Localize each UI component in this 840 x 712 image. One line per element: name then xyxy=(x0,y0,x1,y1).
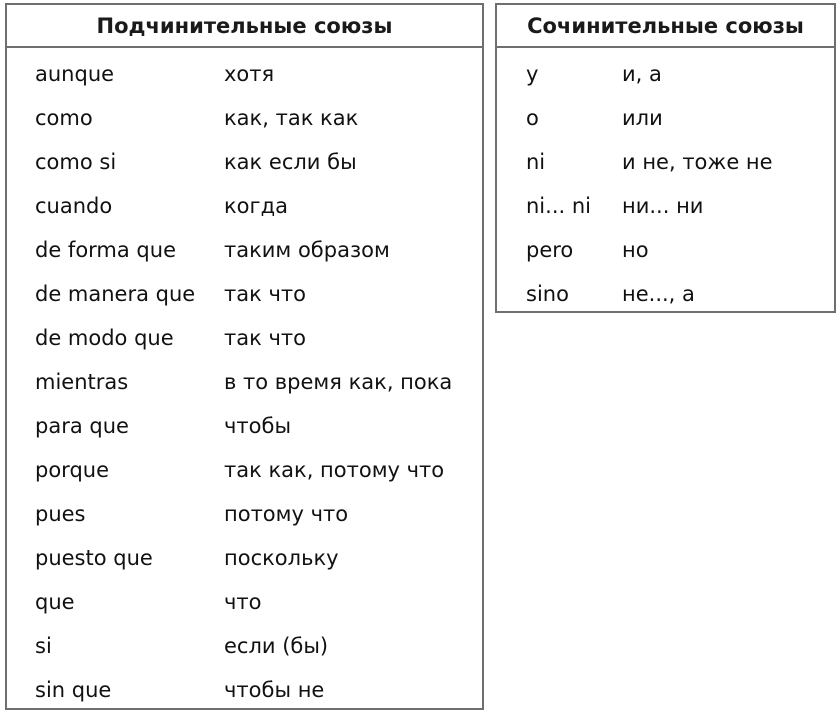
spanish-conjunction: sin que xyxy=(35,678,112,702)
spanish-conjunction: pero xyxy=(526,238,574,262)
table-row xyxy=(497,52,834,96)
spanish-conjunction: de manera que xyxy=(35,282,196,306)
spanish-conjunction: de forma que xyxy=(35,238,176,262)
russian-translation: не..., а xyxy=(622,282,695,306)
spanish-conjunction: como xyxy=(35,106,93,130)
table-row xyxy=(7,492,482,536)
russian-translation: так как, потому что xyxy=(224,458,445,482)
table-row xyxy=(497,272,834,316)
spanish-conjunction: aunque xyxy=(35,62,115,86)
spanish-conjunction: cuando xyxy=(35,194,113,218)
table-row xyxy=(7,272,482,316)
spanish-conjunction: ni... ni xyxy=(526,194,591,218)
russian-translation: хотя xyxy=(224,62,275,86)
spanish-conjunction: de modo que xyxy=(35,326,174,350)
table-row xyxy=(497,140,834,184)
russian-translation: что xyxy=(224,590,262,614)
spanish-conjunction: porque xyxy=(35,458,110,482)
subordinating-conjunctions-table xyxy=(5,3,484,710)
russian-translation: когда xyxy=(224,194,288,218)
russian-translation: потому что xyxy=(224,502,349,526)
spanish-conjunction: sino xyxy=(526,282,569,306)
russian-translation: если (бы) xyxy=(224,634,329,658)
coordinating-conjunctions-table xyxy=(495,3,836,313)
spanish-conjunction: y xyxy=(526,62,539,86)
russian-translation: ни... ни xyxy=(622,194,704,218)
table-row xyxy=(7,140,482,184)
russian-translation: как, так как xyxy=(224,106,359,130)
table-row xyxy=(7,52,482,96)
coordinating-table-title: Сочинительные союзы xyxy=(497,5,834,48)
table-row xyxy=(7,624,482,668)
table-row xyxy=(7,448,482,492)
russian-translation: так что xyxy=(224,326,306,350)
table-row xyxy=(7,316,482,360)
table-row xyxy=(7,184,482,228)
russian-translation: чтобы не xyxy=(224,678,325,702)
russian-translation: таким образом xyxy=(224,238,390,262)
table-row xyxy=(497,184,834,228)
table-row xyxy=(7,536,482,580)
russian-translation: чтобы xyxy=(224,414,292,438)
spanish-conjunction: pues xyxy=(35,502,86,526)
russian-translation: или xyxy=(622,106,663,130)
spanish-conjunction: puesto que xyxy=(35,546,153,570)
russian-translation: но xyxy=(622,238,649,262)
russian-translation: поскольку xyxy=(224,546,339,570)
table-row xyxy=(497,228,834,272)
spanish-conjunction: para que xyxy=(35,414,129,438)
russian-translation: и, а xyxy=(622,62,662,86)
table-row xyxy=(7,668,482,712)
spanish-conjunction: si xyxy=(35,634,52,658)
russian-translation: и не, тоже не xyxy=(622,150,773,174)
spanish-conjunction: o xyxy=(526,106,539,130)
table-row xyxy=(7,360,482,404)
russian-translation: как если бы xyxy=(224,150,357,174)
subordinating-table-title: Подчинительные союзы xyxy=(7,5,482,48)
table-row xyxy=(497,96,834,140)
spanish-conjunction: como si xyxy=(35,150,117,174)
table-row xyxy=(7,96,482,140)
russian-translation: так что xyxy=(224,282,306,306)
spanish-conjunction: mientras xyxy=(35,370,129,394)
table-row xyxy=(7,580,482,624)
spanish-conjunction: que xyxy=(35,590,75,614)
spanish-conjunction: ni xyxy=(526,150,546,174)
table-row xyxy=(7,404,482,448)
russian-translation: в то время как, пока xyxy=(224,370,453,394)
table-row xyxy=(7,228,482,272)
